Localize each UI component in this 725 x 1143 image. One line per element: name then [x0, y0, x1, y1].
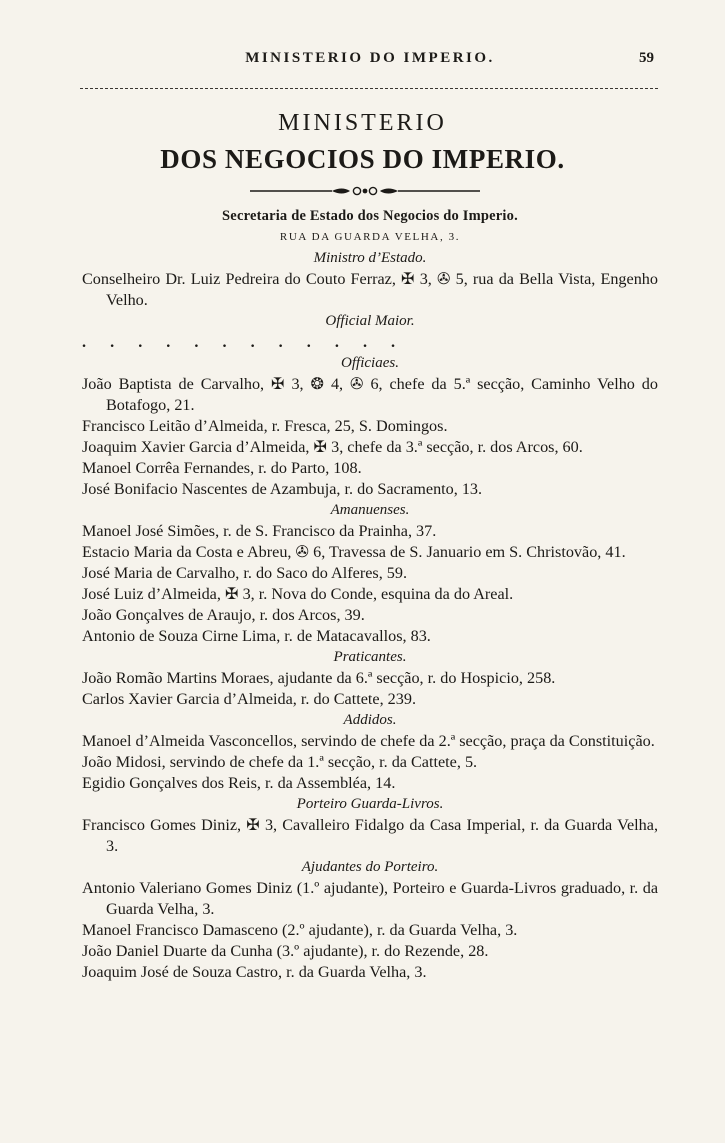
section-ministro: Ministro d’Estado.	[313, 250, 427, 266]
page-number: 59	[639, 50, 654, 66]
list-item: João Gonçalves de Araujo, r. dos Arcos, 39.	[82, 606, 365, 624]
page-body	[82, 206, 658, 983]
running-head-title: MINISTERIO DO IMPERIO.	[245, 50, 495, 66]
ministro-entry: Conselheiro Dr. Luiz Pedreira do Couto Ferraz, ✠ 3, ✇ 5, rua da Bella Vista, Engenho Velho.	[82, 270, 658, 309]
list-item: Joaquim Xavier Garcia d’Almeida, ✠ 3, chefe da 3.ª secção, r. dos Arcos, 60.	[82, 438, 583, 456]
list-item: João Daniel Duarte da Cunha (3.º ajudante), r. do Rezende, 28.	[82, 942, 489, 960]
title-line-2: DOS NEGOCIOS DO IMPERIO.	[160, 144, 565, 174]
vacancy-dots: . . . . . . . . . . . .	[82, 333, 406, 351]
list-item: Manoel Francisco Damasceno (2.º ajudante), r. da Guarda Velha, 3.	[82, 921, 518, 939]
list-item: Estacio Maria da Costa e Abreu, ✇ 6, Travessa de S. Januario em S. Christovão, 41.	[82, 543, 626, 561]
section-official-maior: Official Maior.	[325, 313, 415, 329]
address-line: RUA DA GUARDA VELHA, 3.	[279, 231, 461, 243]
list-item: Francisco Gomes Diniz, ✠ 3, Cavalleiro Fidalgo da Casa Imperial, r. da Guarda Velha, 3.	[82, 816, 658, 855]
list-item: Francisco Leitão d’Almeida, r. Fresca, 25, S. Domingos.	[82, 417, 448, 435]
list-item: José Maria de Carvalho, r. do Saco do Alferes, 59.	[82, 564, 408, 582]
list-item: João Baptista de Carvalho, ✠ 3, ❂ 4, ✇ 6, chefe da 5.ª secção, Caminho Velho do Botafogo, 21.	[82, 375, 658, 414]
list-item: Manoel Corrêa Fernandes, r. do Parto, 108.	[82, 459, 362, 477]
section-addidos: Addidos.	[343, 712, 397, 728]
list-item: José Luiz d’Almeida, ✠ 3, r. Nova do Conde, esquina da do Areal.	[82, 585, 514, 603]
list-item: Joaquim José de Souza Castro, r. da Guarda Velha, 3.	[82, 963, 427, 981]
list-item: Manoel José Simões, r. de S. Francisco da Prainha, 37.	[82, 522, 437, 540]
ornament-divider	[250, 184, 480, 198]
list-item: Antonio de Souza Cirne Lima, r. de Matacavallos, 83.	[82, 627, 431, 645]
title-line-1: MINISTERIO	[278, 110, 447, 136]
list-item: João Midosi, servindo de chefe da 1.ª secção, r. da Cattete, 5.	[82, 753, 478, 771]
section-amanuenses: Amanuenses.	[330, 502, 410, 518]
section-praticantes: Praticantes.	[333, 649, 407, 665]
list-item: Egidio Gonçalves dos Reis, r. da Assembléa, 14.	[82, 774, 396, 792]
list-item: Carlos Xavier Garcia d’Almeida, r. do Cattete, 239.	[82, 690, 416, 708]
running-head	[80, 50, 660, 74]
section-porteiro: Porteiro Guarda-Livros.	[296, 796, 444, 812]
list-item: João Romão Martins Moraes, ajudante da 6.ª secção, r. do Hospicio, 258.	[82, 669, 556, 687]
section-ajudantes: Ajudantes do Porteiro.	[301, 859, 439, 875]
list-item: Manoel d’Almeida Vasconcellos, servindo de chefe da 2.ª secção, praça da Constituição.	[82, 732, 655, 750]
list-item: José Bonifacio Nascentes de Azambuja, r. do Sacramento, 13.	[82, 480, 483, 498]
list-item: Antonio Valeriano Gomes Diniz (1.º ajudante), Porteiro e Guarda-Livros graduado, r. da Guarda Velha, 3.	[82, 879, 658, 918]
secretaria-heading: Secretaria de Estado dos Negocios do Imperio.	[222, 208, 518, 224]
header-rule	[80, 88, 658, 89]
section-officiaes: Officiaes.	[341, 355, 399, 371]
